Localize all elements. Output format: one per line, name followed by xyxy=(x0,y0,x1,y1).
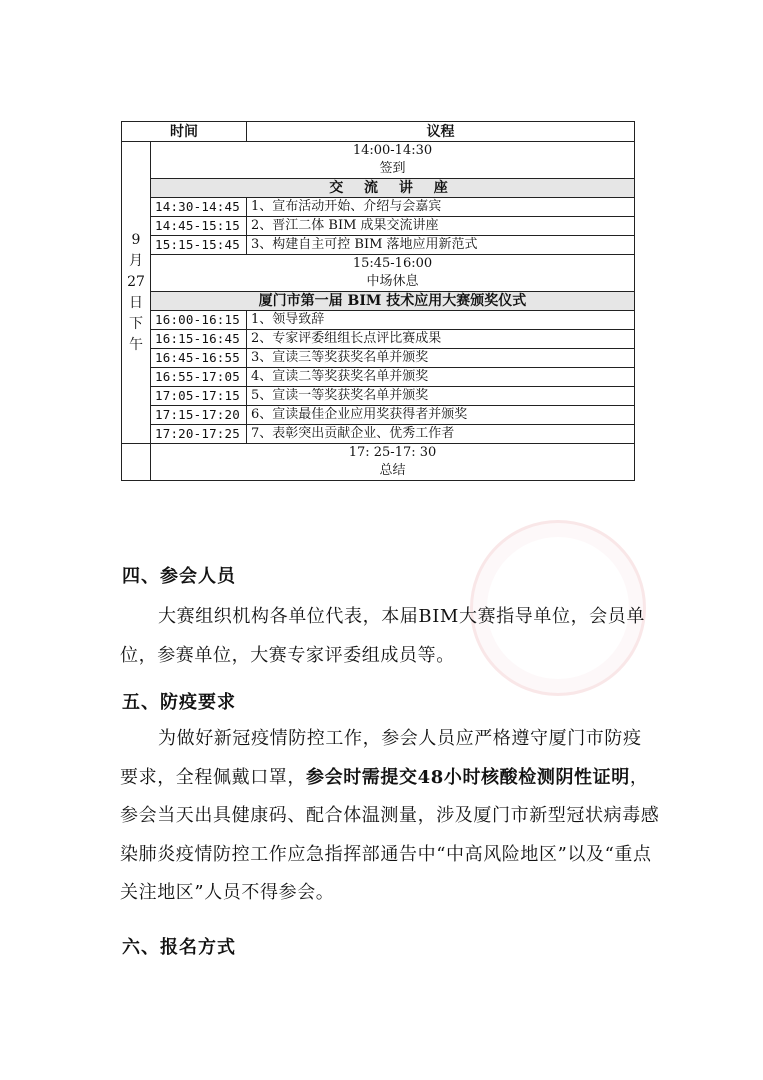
row-time: 17:15-17:20 xyxy=(151,406,247,425)
table-row xyxy=(122,406,635,425)
date-char: 午 xyxy=(129,336,143,353)
table-row xyxy=(122,425,635,444)
epidemic-text-c: ，参会当天出具健康码、配合体温测量，涉及厦门市新型冠状病毒感染肺炎疫情防控工作应急指挥部通告中“中高风险地区”以及“重点关注地区”人员不得参会。 xyxy=(120,766,660,903)
row-item: 1、领导致辞 xyxy=(247,311,635,330)
summary-row xyxy=(151,444,635,481)
heading-attendees: 四、参会人员 xyxy=(122,566,236,587)
row-item: 7、表彰突出贡献企业、优秀工作者 xyxy=(247,425,635,444)
epidemic-text-bold: 参会时需提交48小时核酸检测阴性证明 xyxy=(306,766,630,788)
row-time: 16:15-16:45 xyxy=(151,330,247,349)
section-ceremony: 厦门市第一届 BIM 技术应用大赛颁奖仪式 xyxy=(151,292,635,311)
table-row xyxy=(122,349,635,368)
row-time: 14:45-15:15 xyxy=(151,217,247,236)
table-row xyxy=(122,387,635,406)
row-time: 15:15-15:45 xyxy=(151,236,247,255)
break-label: 中场休息 xyxy=(366,274,419,289)
paragraph-epidemic xyxy=(120,720,660,913)
signin-row xyxy=(151,142,635,179)
row-item: 3、构建自主可控 BIM 落地应用新范式 xyxy=(247,236,635,255)
row-time: 17:20-17:25 xyxy=(151,425,247,444)
row-item: 3、宣读三等奖获奖名单并颁奖 xyxy=(247,349,635,368)
header-agenda: 议程 xyxy=(247,122,635,142)
table-row xyxy=(122,368,635,387)
signin-time: 14:00-14:30 xyxy=(352,143,433,158)
date-cell xyxy=(122,142,151,444)
section-lectures: 交 流 讲 座 xyxy=(151,179,635,198)
row-item: 4、宣读二等奖获奖名单并颁奖 xyxy=(247,368,635,387)
row-item: 6、宣读最佳企业应用奖获得者并颁奖 xyxy=(247,406,635,425)
break-time: 15:45-16:00 xyxy=(352,256,433,271)
date-char: 月 xyxy=(129,252,143,269)
date-cell-tail xyxy=(122,444,151,481)
table-row xyxy=(122,217,635,236)
paragraph-attendees: 大赛组织机构各单位代表，本届BIM大赛指导单位，会员单位，参赛单位，大赛专家评委组成员等。 xyxy=(120,606,645,666)
row-time: 14:30-14:45 xyxy=(151,198,247,217)
heading-epidemic: 五、防疫要求 xyxy=(122,692,236,713)
row-item: 5、宣读一等奖获奖名单并颁奖 xyxy=(247,387,635,406)
date-char: 日 xyxy=(129,294,143,311)
break-row xyxy=(151,255,635,292)
table-row xyxy=(122,198,635,217)
summary-label: 总结 xyxy=(379,463,406,478)
agenda-table xyxy=(121,121,635,481)
table-row xyxy=(122,311,635,330)
row-time: 16:00-16:15 xyxy=(151,311,247,330)
header-time: 时间 xyxy=(122,122,247,142)
row-time: 16:45-16:55 xyxy=(151,349,247,368)
row-time: 17:05-17:15 xyxy=(151,387,247,406)
date-char: 27 xyxy=(127,273,145,290)
signin-label: 签到 xyxy=(379,161,406,176)
row-item: 1、宣布活动开始、介绍与会嘉宾 xyxy=(247,198,635,217)
row-item: 2、晋江二体 BIM 成果交流讲座 xyxy=(247,217,635,236)
summary-time: 17: 25-17: 30 xyxy=(348,445,437,460)
heading-registration: 六、报名方式 xyxy=(122,937,236,958)
epidemic-text-a: 为做好新冠疫情防控工作，参会人员应严格遵守厦门市防疫要求，全程佩戴口罩， xyxy=(120,728,642,788)
row-item: 2、专家评委组组长点评比赛成果 xyxy=(247,330,635,349)
table-row xyxy=(122,330,635,349)
table-row xyxy=(122,236,635,255)
date-char: 下 xyxy=(129,315,143,332)
row-time: 16:55-17:05 xyxy=(151,368,247,387)
date-char: 9 xyxy=(131,231,141,248)
